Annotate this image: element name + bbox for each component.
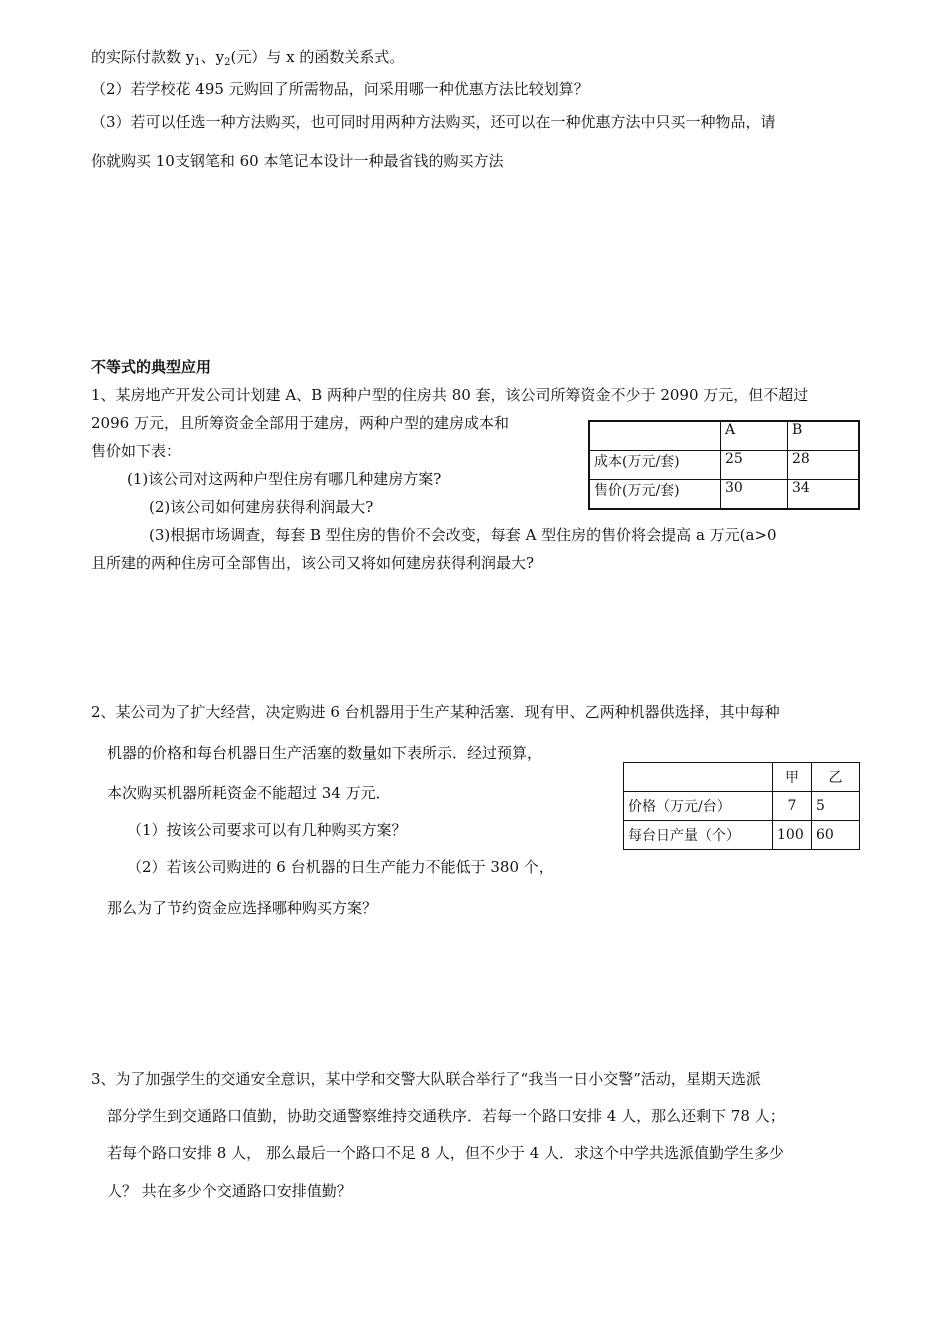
table-row [589, 451, 859, 480]
table-cell: 100 [773, 821, 812, 850]
problem2-line-1: 2、某公司为了扩大经营，决定购进 6 台机器用于生产某种活塞．现有甲、乙两种机器供选择，其中每种 [91, 703, 780, 721]
problem1-question-3-line-1: (3)根据市场调查，每套 B 型住房的售价不会改变，每套 A 型住房的售价将会提高 a 万元(a>0 [149, 526, 777, 544]
intro-line-1-mid: 、y [200, 48, 225, 66]
housing-table [588, 420, 860, 510]
table-cell: 28 [788, 451, 860, 480]
problem2-line-3: 本次购买机器所耗资金不能超过 34 万元． [107, 784, 391, 802]
machine-table [623, 762, 860, 850]
problem1-line-1: 1、某房地产开发公司计划建 A、B 两种户型的住房共 80 套，该公司所筹资金不少于 2090 万元，但不超过 [91, 386, 809, 404]
table-row-label: 售价(万元/套) [589, 480, 721, 510]
table-header-cell: A [721, 421, 788, 451]
table-cell: 34 [788, 480, 860, 510]
intro-question-2: （2）若学校花 495 元购回了所需物品，问采用哪一种优惠方法比较划算？ [91, 80, 589, 98]
table-cell [589, 421, 721, 451]
section-title: 不等式的典型应用 [91, 358, 212, 376]
problem3-line-4: 人？ 共在多少个交通路口安排值勤？ [107, 1182, 352, 1200]
table-header-cell: B [788, 421, 860, 451]
table-row-label: 每台日产量（个） [624, 821, 773, 850]
problem2-question-1: （1）按该公司要求可以有几种购买方案？ [127, 821, 407, 839]
intro-sub-1: 1 [194, 57, 201, 68]
intro-line-1-post: (元）与 x 的函数关系式。 [230, 48, 405, 66]
table-row [624, 821, 860, 850]
problem1-question-1: (1)该公司对这两种户型住房有哪几种建房方案? [127, 470, 442, 488]
intro-sub-2: 2 [224, 57, 231, 68]
table-row [589, 480, 859, 510]
table-cell [624, 763, 773, 792]
table-cell: 30 [721, 480, 788, 510]
table-row-label: 价格（万元/台） [624, 792, 773, 821]
table-row [624, 763, 860, 792]
intro-question-3-line-1: （3）若可以任选一种方法购买，也可同时用两种方法购买，还可以在一种优惠方法中只买一种物品，请 [91, 113, 776, 131]
intro-question-3-line-2: 你就购买 10支钢笔和 60 本笔记本设计一种最省钱的购买方法 [91, 152, 504, 170]
table-row [589, 421, 859, 451]
problem2-question-2-line-2: 那么为了节约资金应选择哪种购买方案？ [107, 899, 378, 917]
table-header-cell: 甲 [773, 763, 812, 792]
table-cell: 25 [721, 451, 788, 480]
problem3-line-3: 若每个路口安排 8 人， 那么最后一个路口不足 8 人，但不少于 4 人．求这个中学共选派值勤学生多少 [107, 1144, 785, 1162]
table-header-cell: 乙 [812, 763, 860, 792]
table-row [624, 792, 860, 821]
problem1-line-2: 2096 万元，且所筹资金全部用于建房，两种户型的建房成本和 [91, 414, 509, 432]
intro-line-1-pre: 的实际付款数 y [91, 48, 195, 66]
problem1-question-3-line-2: 且所建的两种住房可全部售出，该公司又将如何建房获得利润最大? [91, 554, 535, 572]
problem2-question-2: （2）若该公司购进的 6 台机器的日生产能力不能低于 380 个， [127, 858, 554, 876]
problem1-question-2: (2)该公司如何建房获得利润最大? [149, 498, 374, 516]
table-cell: 7 [773, 792, 812, 821]
intro-line-1 [91, 47, 404, 73]
table-cell: 60 [812, 821, 860, 850]
table-cell: 5 [812, 792, 860, 821]
table-row-label: 成本(万元/套) [589, 451, 721, 480]
problem3-line-1: 3、为了加强学生的交通安全意识，某中学和交警大队联合举行了“我当一日小交警”活动，星期天选派 [91, 1070, 761, 1088]
problem1-line-3: 售价如下表： [91, 442, 182, 460]
problem3-line-2: 部分学生到交通路口值勤，协助交通警察维持交通秩序．若每一个路口安排 4 人，那么还剩下 78 人； [107, 1107, 785, 1125]
problem2-line-2: 机器的价格和每台机器日生产活塞的数量如下表所示．经过预算， [107, 744, 543, 762]
